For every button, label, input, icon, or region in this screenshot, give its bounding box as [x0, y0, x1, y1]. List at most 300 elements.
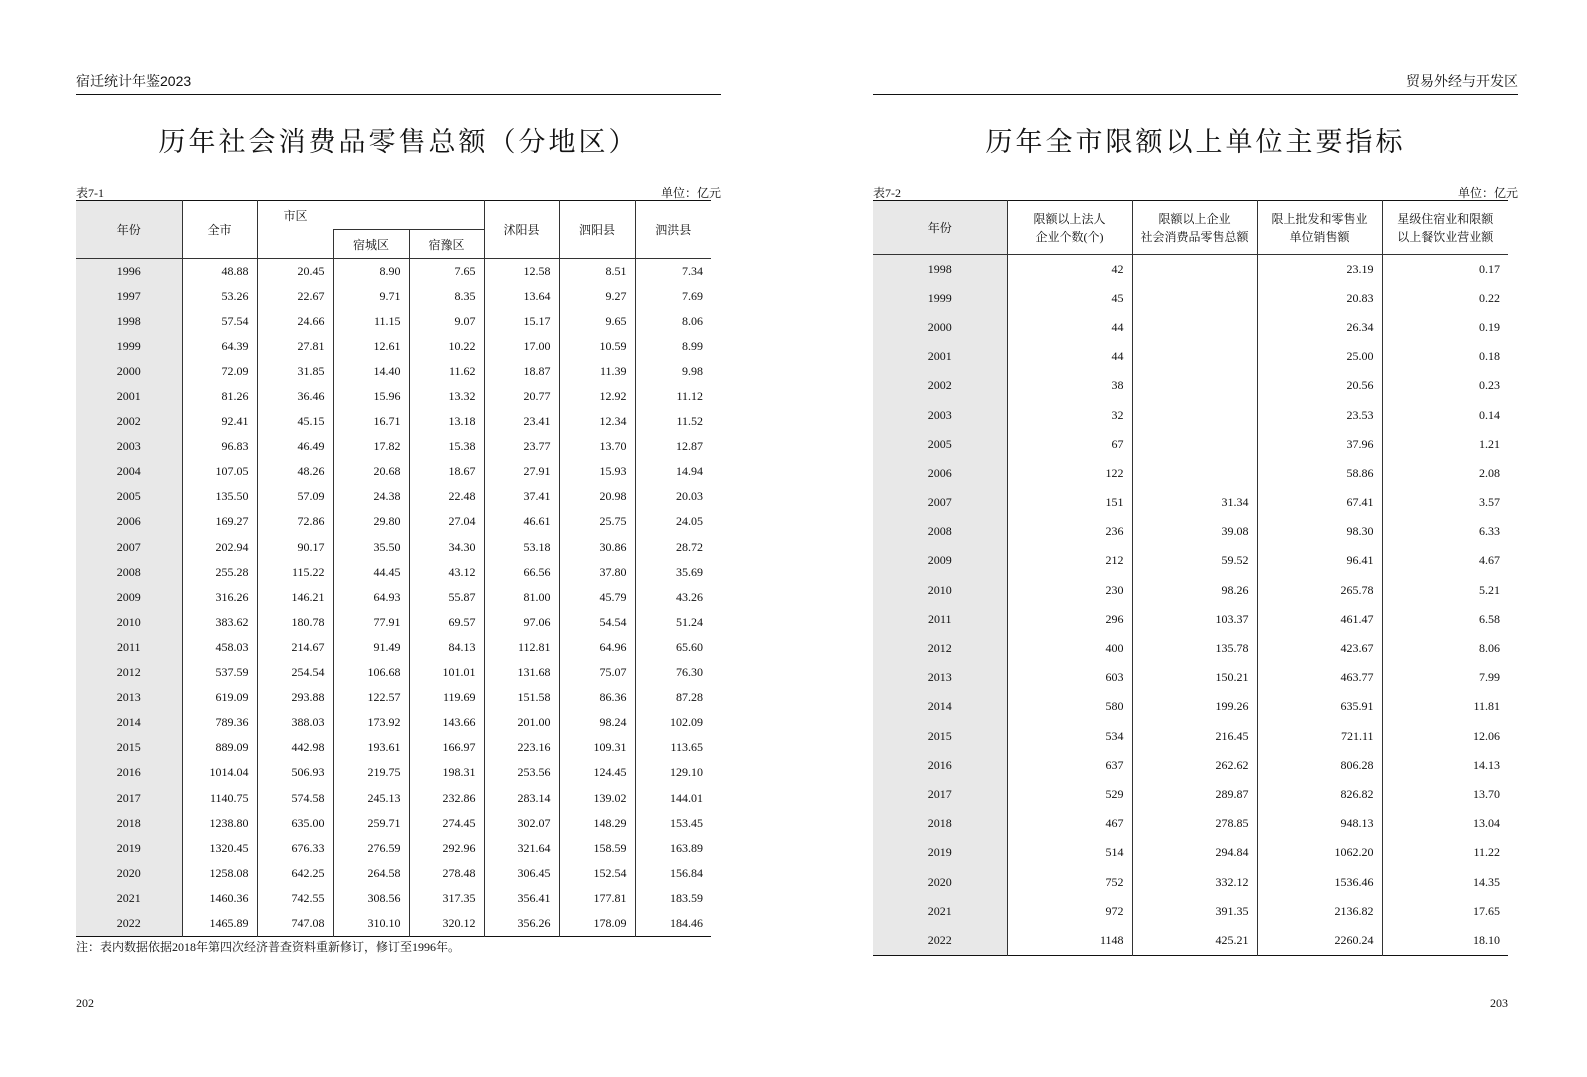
year-cell: 2003	[76, 434, 182, 459]
value-cell: 1014.04	[182, 760, 257, 785]
value-cell: 102.09	[635, 710, 711, 735]
value-cell: 42	[1007, 255, 1132, 284]
value-cell	[1132, 371, 1257, 400]
value-cell: 183.59	[635, 886, 711, 911]
value-cell: 31.85	[257, 359, 333, 384]
value-cell: 48.88	[182, 259, 257, 284]
value-cell: 216.45	[1132, 722, 1257, 751]
value-cell: 202.94	[182, 535, 257, 560]
value-cell	[1132, 430, 1257, 459]
value-cell: 109.31	[559, 735, 635, 760]
value-cell: 20.03	[635, 484, 711, 509]
header-wholesale-sales-line1: 限上批发和零售业	[1271, 211, 1368, 226]
year-cell: 2000	[873, 313, 1007, 342]
retail-sales-by-region-table	[76, 200, 711, 937]
value-cell: 84.13	[409, 635, 484, 660]
header-urban-spacer	[257, 230, 333, 259]
year-cell: 2018	[76, 811, 182, 836]
page-number: 202	[76, 996, 94, 1010]
value-cell: 15.38	[409, 434, 484, 459]
table-row	[873, 430, 1508, 459]
header-wholesale-sales-line2: 单位销售额	[1289, 229, 1350, 244]
table-row	[76, 836, 711, 861]
value-cell: 92.41	[182, 409, 257, 434]
value-cell: 320.12	[409, 911, 484, 936]
value-cell: 889.09	[182, 735, 257, 760]
value-cell: 64.96	[559, 635, 635, 660]
value-cell: 0.17	[1382, 255, 1508, 284]
table-row	[873, 488, 1508, 517]
table-row	[76, 284, 711, 309]
value-cell: 17.65	[1382, 897, 1508, 926]
header-sihong: 泗洪县	[635, 201, 711, 259]
year-cell: 2005	[76, 484, 182, 509]
right-page	[873, 0, 1518, 1077]
year-cell: 2002	[76, 409, 182, 434]
value-cell: 356.26	[484, 911, 559, 936]
year-cell: 1997	[76, 284, 182, 309]
value-cell: 98.30	[1257, 517, 1382, 546]
value-cell: 264.58	[333, 861, 409, 886]
year-cell: 2011	[873, 605, 1007, 634]
table-row	[76, 785, 711, 810]
value-cell: 139.02	[559, 785, 635, 810]
value-cell: 442.98	[257, 735, 333, 760]
value-cell: 948.13	[1257, 809, 1382, 838]
value-cell: 637	[1007, 751, 1132, 780]
table-row	[873, 926, 1508, 955]
running-header-text: 宿迁统计年鉴2023	[76, 73, 192, 89]
value-cell: 0.23	[1382, 371, 1508, 400]
value-cell	[1132, 313, 1257, 342]
value-cell: 12.61	[333, 334, 409, 359]
value-cell: 383.62	[182, 610, 257, 635]
value-cell: 45.79	[559, 585, 635, 610]
value-cell: 7.99	[1382, 663, 1508, 692]
year-cell: 2016	[76, 760, 182, 785]
value-cell: 69.57	[409, 610, 484, 635]
value-cell: 789.36	[182, 710, 257, 735]
value-cell: 276.59	[333, 836, 409, 861]
value-cell: 255.28	[182, 560, 257, 585]
value-cell: 31.34	[1132, 488, 1257, 517]
year-cell: 2022	[76, 911, 182, 936]
value-cell: 24.38	[333, 484, 409, 509]
table-row	[873, 284, 1508, 313]
value-cell: 75.07	[559, 660, 635, 685]
header-year: 年份	[76, 201, 182, 259]
value-cell: 46.61	[484, 509, 559, 534]
table-row	[76, 861, 711, 886]
value-cell: 57.54	[182, 309, 257, 334]
value-cell: 151	[1007, 488, 1132, 517]
year-cell: 1996	[76, 259, 182, 284]
table-body	[76, 259, 711, 937]
value-cell: 180.78	[257, 610, 333, 635]
year-cell: 2019	[873, 838, 1007, 867]
value-cell: 44.45	[333, 560, 409, 585]
table-row	[76, 334, 711, 359]
value-cell: 254.54	[257, 660, 333, 685]
value-cell: 14.94	[635, 459, 711, 484]
header-suchen: 宿城区	[333, 230, 409, 259]
value-cell: 112.81	[484, 635, 559, 660]
value-cell: 37.96	[1257, 430, 1382, 459]
value-cell: 423.67	[1257, 634, 1382, 663]
value-cell: 12.92	[559, 384, 635, 409]
value-cell: 27.81	[257, 334, 333, 359]
year-cell: 2006	[76, 509, 182, 534]
value-cell: 166.97	[409, 735, 484, 760]
value-cell: 826.82	[1257, 780, 1382, 809]
value-cell: 13.70	[559, 434, 635, 459]
value-cell: 45.15	[257, 409, 333, 434]
value-cell: 23.53	[1257, 400, 1382, 429]
value-cell: 388.03	[257, 710, 333, 735]
value-cell: 201.00	[484, 710, 559, 735]
value-cell: 1148	[1007, 926, 1132, 955]
value-cell: 308.56	[333, 886, 409, 911]
value-cell: 153.45	[635, 811, 711, 836]
year-cell: 2019	[76, 836, 182, 861]
table-row	[76, 911, 711, 936]
value-cell: 9.07	[409, 309, 484, 334]
value-cell: 212	[1007, 546, 1132, 575]
value-cell: 1536.46	[1257, 867, 1382, 896]
value-cell: 14.13	[1382, 751, 1508, 780]
value-cell: 144.01	[635, 785, 711, 810]
value-cell: 150.21	[1132, 663, 1257, 692]
year-cell: 2005	[873, 430, 1007, 459]
value-cell: 53.18	[484, 535, 559, 560]
value-cell: 146.21	[257, 585, 333, 610]
value-cell: 199.26	[1132, 692, 1257, 721]
year-cell: 2022	[873, 926, 1007, 955]
value-cell: 3.57	[1382, 488, 1508, 517]
value-cell: 22.48	[409, 484, 484, 509]
value-cell: 124.45	[559, 760, 635, 785]
value-cell: 37.80	[559, 560, 635, 585]
year-cell: 2017	[76, 785, 182, 810]
value-cell: 11.12	[635, 384, 711, 409]
year-cell: 2009	[76, 585, 182, 610]
page-number: 203	[1490, 996, 1508, 1010]
value-cell: 9.65	[559, 309, 635, 334]
table-row	[873, 371, 1508, 400]
year-cell: 2010	[873, 576, 1007, 605]
value-cell: 12.06	[1382, 722, 1508, 751]
table-note: 注：表内数据依据2018年第四次经济普查资料重新修订，修订至1996年。	[76, 940, 461, 954]
value-cell: 642.25	[257, 861, 333, 886]
value-cell: 72.86	[257, 509, 333, 534]
year-cell: 2016	[873, 751, 1007, 780]
value-cell: 274.45	[409, 811, 484, 836]
value-cell: 97.06	[484, 610, 559, 635]
value-cell: 0.18	[1382, 342, 1508, 371]
year-cell: 2009	[873, 546, 1007, 575]
table-row	[76, 384, 711, 409]
value-cell: 20.56	[1257, 371, 1382, 400]
value-cell: 580	[1007, 692, 1132, 721]
year-cell: 2003	[873, 400, 1007, 429]
value-cell: 14.35	[1382, 867, 1508, 896]
table-meta	[76, 184, 721, 200]
value-cell: 0.22	[1382, 284, 1508, 313]
value-cell: 25.75	[559, 509, 635, 534]
value-cell: 321.64	[484, 836, 559, 861]
table-row	[76, 735, 711, 760]
value-cell: 463.77	[1257, 663, 1382, 692]
value-cell: 236	[1007, 517, 1132, 546]
year-cell: 2012	[873, 634, 1007, 663]
value-cell: 20.77	[484, 384, 559, 409]
value-cell: 30.86	[559, 535, 635, 560]
year-cell: 2014	[873, 692, 1007, 721]
value-cell: 178.09	[559, 911, 635, 936]
value-cell: 742.55	[257, 886, 333, 911]
value-cell: 91.49	[333, 635, 409, 660]
year-cell: 2001	[76, 384, 182, 409]
value-cell	[1132, 459, 1257, 488]
table-unit: 单位：亿元	[660, 186, 721, 200]
year-cell: 2014	[76, 710, 182, 735]
value-cell: 10.22	[409, 334, 484, 359]
table-row	[76, 660, 711, 685]
value-cell: 8.90	[333, 259, 409, 284]
value-cell: 2136.82	[1257, 897, 1382, 926]
header-catering-revenue	[1382, 201, 1508, 255]
value-cell: 294.84	[1132, 838, 1257, 867]
year-cell: 2002	[873, 371, 1007, 400]
value-cell: 2260.24	[1257, 926, 1382, 955]
table-row	[76, 434, 711, 459]
value-cell: 101.01	[409, 660, 484, 685]
value-cell: 55.87	[409, 585, 484, 610]
year-cell: 1998	[873, 255, 1007, 284]
value-cell: 400	[1007, 634, 1132, 663]
table-row	[873, 517, 1508, 546]
value-cell: 36.46	[257, 384, 333, 409]
table-code: 表7-2	[873, 186, 901, 200]
value-cell: 13.04	[1382, 809, 1508, 838]
value-cell: 35.50	[333, 535, 409, 560]
year-cell: 1998	[76, 309, 182, 334]
table-row	[873, 342, 1508, 371]
value-cell: 148.29	[559, 811, 635, 836]
value-cell: 37.41	[484, 484, 559, 509]
value-cell: 53.26	[182, 284, 257, 309]
value-cell: 12.58	[484, 259, 559, 284]
table-row	[873, 751, 1508, 780]
value-cell: 23.77	[484, 434, 559, 459]
value-cell: 306.45	[484, 861, 559, 886]
value-cell: 13.18	[409, 409, 484, 434]
value-cell: 11.81	[1382, 692, 1508, 721]
value-cell: 113.65	[635, 735, 711, 760]
value-cell: 278.85	[1132, 809, 1257, 838]
table-row	[76, 409, 711, 434]
value-cell: 289.87	[1132, 780, 1257, 809]
value-cell: 11.39	[559, 359, 635, 384]
value-cell: 1460.36	[182, 886, 257, 911]
value-cell: 0.14	[1382, 400, 1508, 429]
year-cell: 2012	[76, 660, 182, 685]
value-cell: 11.15	[333, 309, 409, 334]
value-cell: 48.26	[257, 459, 333, 484]
value-cell: 107.05	[182, 459, 257, 484]
value-cell: 514	[1007, 838, 1132, 867]
value-cell: 15.96	[333, 384, 409, 409]
year-cell: 2018	[873, 809, 1007, 838]
value-cell: 15.93	[559, 459, 635, 484]
table-row	[873, 605, 1508, 634]
value-cell: 77.91	[333, 610, 409, 635]
value-cell: 135.50	[182, 484, 257, 509]
value-cell: 537.59	[182, 660, 257, 685]
value-cell: 58.86	[1257, 459, 1382, 488]
value-cell: 198.31	[409, 760, 484, 785]
value-cell: 13.70	[1382, 780, 1508, 809]
year-cell: 2013	[76, 685, 182, 710]
header-suyu: 宿豫区	[409, 230, 484, 259]
value-cell: 96.41	[1257, 546, 1382, 575]
table-meta	[873, 184, 1518, 200]
value-cell: 26.34	[1257, 313, 1382, 342]
value-cell: 603	[1007, 663, 1132, 692]
value-cell: 676.33	[257, 836, 333, 861]
value-cell: 13.32	[409, 384, 484, 409]
value-cell: 296	[1007, 605, 1132, 634]
value-cell: 135.78	[1132, 634, 1257, 663]
value-cell: 163.89	[635, 836, 711, 861]
year-cell: 2008	[873, 517, 1007, 546]
value-cell: 806.28	[1257, 751, 1382, 780]
value-cell: 158.59	[559, 836, 635, 861]
value-cell: 230	[1007, 576, 1132, 605]
value-cell: 317.35	[409, 886, 484, 911]
table-row	[873, 809, 1508, 838]
value-cell: 65.60	[635, 635, 711, 660]
value-cell: 17.82	[333, 434, 409, 459]
value-cell: 9.27	[559, 284, 635, 309]
value-cell: 66.56	[484, 560, 559, 585]
table-row	[873, 838, 1508, 867]
running-header	[76, 74, 721, 95]
table-row	[76, 811, 711, 836]
value-cell: 2.08	[1382, 459, 1508, 488]
value-cell: 8.06	[1382, 634, 1508, 663]
value-cell: 67.41	[1257, 488, 1382, 517]
value-cell: 14.40	[333, 359, 409, 384]
value-cell: 32	[1007, 400, 1132, 429]
value-cell: 278.48	[409, 861, 484, 886]
table-row	[76, 459, 711, 484]
table-row	[76, 484, 711, 509]
value-cell: 20.98	[559, 484, 635, 509]
value-cell: 23.41	[484, 409, 559, 434]
header-year: 年份	[873, 201, 1007, 255]
value-cell: 20.83	[1257, 284, 1382, 313]
value-cell: 119.69	[409, 685, 484, 710]
value-cell: 283.14	[484, 785, 559, 810]
year-cell: 2004	[76, 459, 182, 484]
table-row	[873, 780, 1508, 809]
value-cell: 122.57	[333, 685, 409, 710]
value-cell: 7.69	[635, 284, 711, 309]
value-cell: 44	[1007, 342, 1132, 371]
value-cell: 635.91	[1257, 692, 1382, 721]
value-cell: 20.68	[333, 459, 409, 484]
value-cell: 184.46	[635, 911, 711, 936]
value-cell: 1465.89	[182, 911, 257, 936]
running-header	[873, 74, 1518, 95]
value-cell: 156.84	[635, 861, 711, 886]
header-retail-total	[1132, 201, 1257, 255]
value-cell	[1132, 284, 1257, 313]
value-cell: 265.78	[1257, 576, 1382, 605]
value-cell: 43.26	[635, 585, 711, 610]
value-cell: 39.08	[1132, 517, 1257, 546]
value-cell: 98.26	[1132, 576, 1257, 605]
value-cell: 972	[1007, 897, 1132, 926]
value-cell: 151.58	[484, 685, 559, 710]
table-row	[76, 710, 711, 735]
value-cell: 253.56	[484, 760, 559, 785]
year-cell: 2020	[76, 861, 182, 886]
header-catering-revenue-line1: 星级住宿业和限额	[1397, 211, 1494, 226]
value-cell: 747.08	[257, 911, 333, 936]
value-cell: 24.66	[257, 309, 333, 334]
year-cell: 2007	[76, 535, 182, 560]
header-catering-revenue-line2: 以上餐饮业营业额	[1397, 229, 1494, 244]
header-enterprise-count-line2: 企业个数(个)	[1035, 229, 1104, 244]
value-cell: 193.61	[333, 735, 409, 760]
table-row	[76, 585, 711, 610]
year-cell: 1999	[76, 334, 182, 359]
year-cell: 2021	[76, 886, 182, 911]
value-cell: 8.51	[559, 259, 635, 284]
value-cell: 1238.80	[182, 811, 257, 836]
value-cell: 5.21	[1382, 576, 1508, 605]
header-enterprise-count	[1007, 201, 1132, 255]
value-cell: 214.67	[257, 635, 333, 660]
value-cell: 0.19	[1382, 313, 1508, 342]
value-cell: 173.92	[333, 710, 409, 735]
year-cell: 2017	[873, 780, 1007, 809]
table-row	[873, 692, 1508, 721]
value-cell: 17.00	[484, 334, 559, 359]
value-cell: 11.22	[1382, 838, 1508, 867]
value-cell: 27.91	[484, 459, 559, 484]
year-cell: 2021	[873, 897, 1007, 926]
value-cell: 293.88	[257, 685, 333, 710]
year-cell: 2007	[873, 488, 1007, 517]
value-cell: 169.27	[182, 509, 257, 534]
value-cell: 12.87	[635, 434, 711, 459]
year-cell: 2013	[873, 663, 1007, 692]
table-row	[76, 259, 711, 284]
value-cell: 76.30	[635, 660, 711, 685]
table-row	[873, 897, 1508, 926]
value-cell: 18.10	[1382, 926, 1508, 955]
year-cell: 2000	[76, 359, 182, 384]
table-body	[873, 255, 1508, 956]
value-cell: 223.16	[484, 735, 559, 760]
value-cell: 20.45	[257, 259, 333, 284]
value-cell: 262.62	[1132, 751, 1257, 780]
value-cell: 98.24	[559, 710, 635, 735]
value-cell: 8.99	[635, 334, 711, 359]
